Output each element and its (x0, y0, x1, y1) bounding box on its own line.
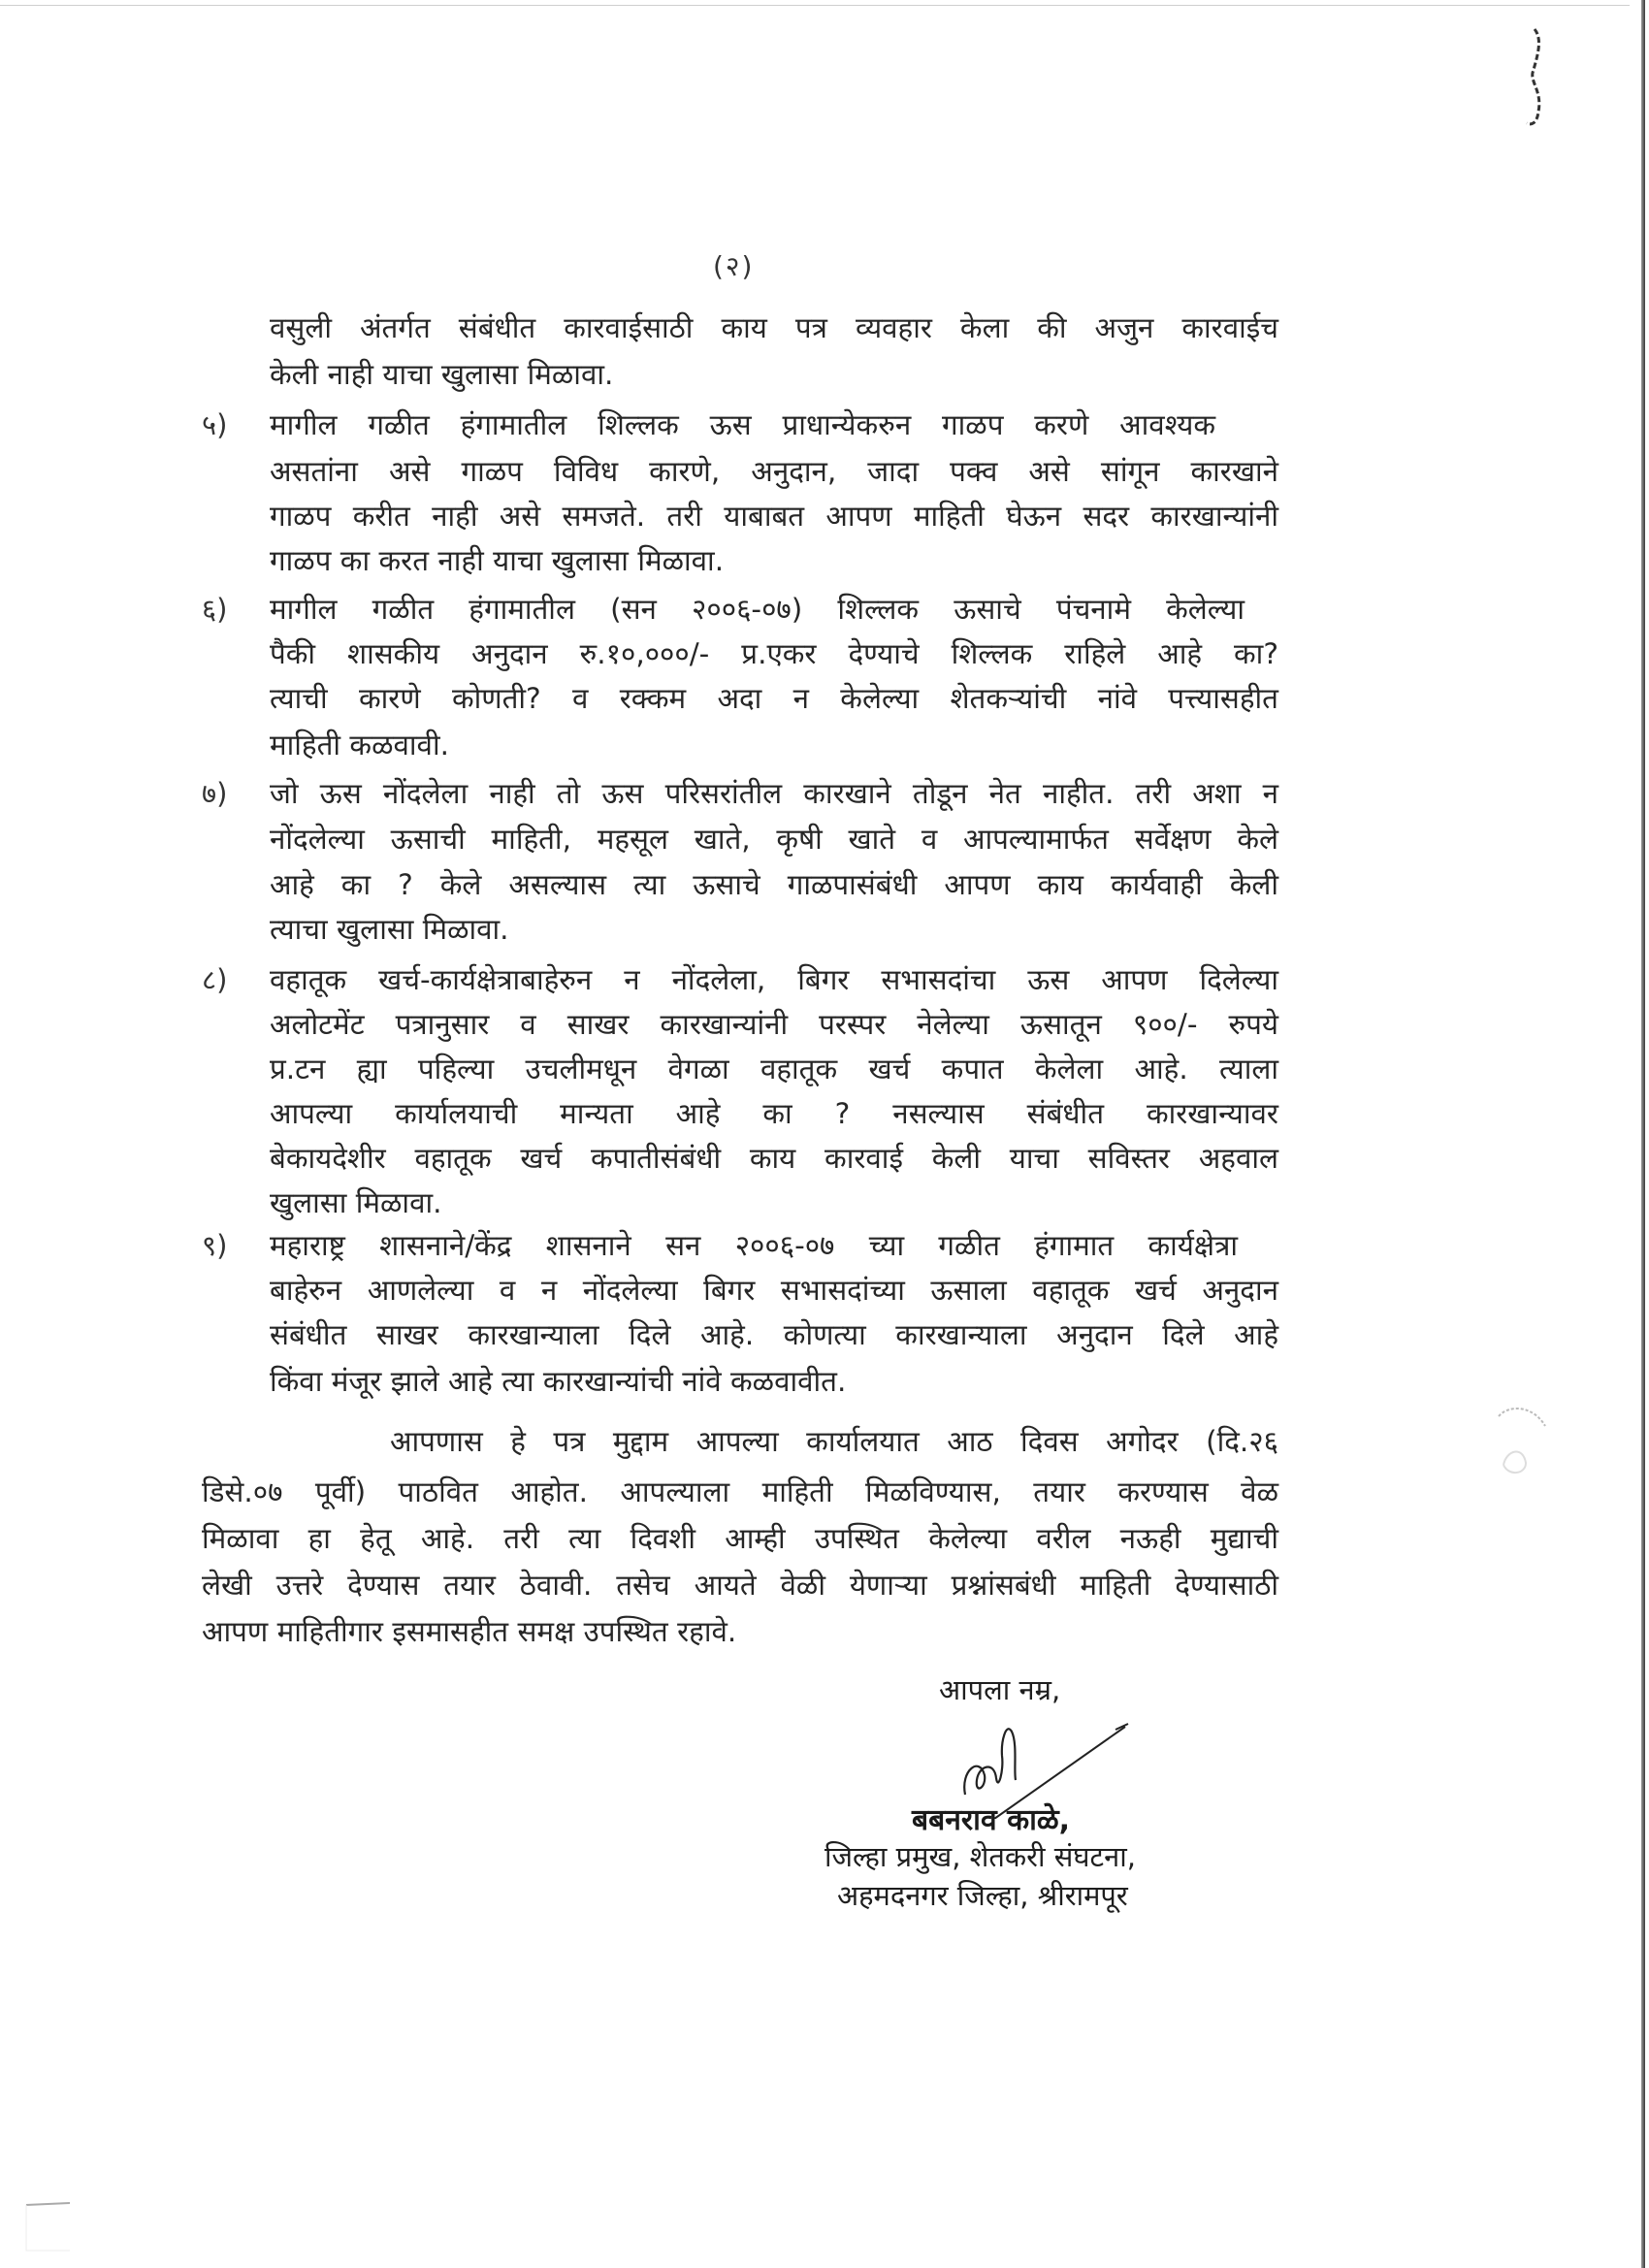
point-number: ७) (202, 777, 228, 810)
text-line: माहिती कळवावी. (270, 729, 449, 761)
signatory-name: बबनराव काळे, (912, 1803, 1071, 1837)
text-line: बेकायदेशीर वहातूक खर्च कपातीसंबंधी काय कारवाई केली याचा सविस्तर अहवाल (270, 1142, 1278, 1175)
closing-salutation: आपला नम्र, (939, 1673, 1061, 1706)
text-line: मागील गळीत हंगामातील (सन २००६-०७) शिल्लक ऊसाचे पंचनामे केलेल्या (270, 593, 1245, 626)
text-line: गाळप करीत नाही असे समजते. तरी याबाबत आपण माहिती घेऊन सदर कारखान्यांनी (270, 500, 1278, 533)
point-number: ६) (202, 593, 228, 626)
point-number: ५) (202, 408, 228, 441)
text-line: मिळावा हा हेतू आहे. तरी त्या दिवशी आम्ही उपस्थित केलेल्या वरील नऊही मुद्याची (202, 1522, 1278, 1555)
signatory-title: जिल्हा प्रमुख, शेतकरी संघटना, (824, 1840, 1136, 1873)
margin-scan-mark (21, 2197, 80, 2255)
text-line: डिसे.०७ पूर्वी) पाठवित आहोत. आपल्याला माहिती मिळविण्यास, तयार करण्यास वेळ (202, 1475, 1278, 1508)
text-line: आहे का ? केले असल्यास त्या ऊसाचे गाळपासंबंधी आपण काय कार्यवाही केली (270, 868, 1278, 901)
scanner-edge-shadow (1641, 0, 1645, 2268)
point-number: ८) (202, 963, 228, 996)
text-line: संबंधीत साखर कारखान्याला दिले आहे. कोणत्या कारखान्याला अनुदान दिले आहे (270, 1318, 1278, 1351)
text-line: असतांना असे गाळप विविध कारणे, अनुदान, जादा पक्व असे सांगून कारखाने (270, 455, 1278, 488)
text-line: प्र.टन ह्या पहिल्या उचलीमधून वेगळा वहातूक खर्च कपात केलेला आहे. त्याला (270, 1053, 1278, 1085)
text-line: त्याचा खुलासा मिळावा. (270, 913, 509, 946)
text-line: पैकी शासकीय अनुदान रु.१०,०००/- प्र.एकर देण्याचे शिल्लक राहिले आहे का? (270, 637, 1278, 670)
text-line: लेखी उत्तरे देण्यास तयार ठेवावी. तसेच आयते वेळी येणाऱ्या प्रश्नांसबंधी माहिती देण्यासाठी (202, 1569, 1278, 1602)
text-line: मागील गळीत हंगामातील शिल्लक ऊस प्राधान्येकरुन गाळप करणे आवश्यक (270, 408, 1215, 441)
text-line: आपल्या कार्यालयाची मान्यता आहे का ? नसल्यास संबंधीत कारखान्यावर (270, 1097, 1278, 1130)
text-line: वसुली अंतर्गत संबंधीत कारवाईसाठी काय पत्र व्यवहार केला की अजुन कारवाईच (270, 311, 1278, 344)
point-number: ९) (202, 1229, 228, 1262)
text-line: किंवा मंजूर झाले आहे त्या कारखान्यांची नांवे कळवावीत. (270, 1365, 847, 1398)
text-line: नोंदलेल्या ऊसाची माहिती, महसूल खाते, कृषी खाते व आपल्यामार्फत सर्वेक्षण केले (270, 823, 1278, 856)
text-line: केली नाही याचा खुलासा मिळावा. (270, 358, 614, 391)
page-number: (२) (713, 250, 755, 282)
text-line: खुलासा मिळावा. (270, 1186, 442, 1219)
text-line: आपणास हे पत्र मुद्दाम आपल्या कार्यालयात आठ दिवस अगोदर (दि.२६ (390, 1425, 1278, 1458)
margin-scan-mark (1489, 1397, 1557, 1484)
signatory-location: अहमदनगर जिल्हा, श्रीरामपूर (837, 1879, 1128, 1912)
text-line: महाराष्ट्र शासनाने/केंद्र शासनाने सन २००६-०७ च्या गळीत हंगामात कार्यक्षेत्रा (270, 1229, 1238, 1262)
page-top-edge (0, 5, 1630, 6)
text-line: बाहेरुन आणलेल्या व न नोंदलेल्या बिगर सभासदांच्या ऊसाला वहातूक खर्च अनुदान (270, 1274, 1278, 1307)
text-line: त्याची कारणे कोणती? व रक्कम अदा न केलेल्या शेतकऱ्यांची नांवे पत्त्यासहीत (270, 682, 1278, 715)
text-line: वहातूक खर्च-कार्यक्षेत्राबाहेरुन न नोंदलेला, बिगर सभासदांचा ऊस आपण दिलेल्या (270, 963, 1278, 996)
margin-scan-mark (1513, 24, 1571, 131)
text-line: आपण माहितीगार इसमासहीत समक्ष उपस्थित रहावे. (202, 1615, 737, 1648)
text-line: गाळप का करत नाही याचा खुलासा मिळावा. (270, 544, 725, 577)
text-line: जो ऊस नोंदलेला नाही तो ऊस परिसरांतील कारखाने तोडून नेत नाहीत. तरी अशा न (270, 777, 1278, 810)
text-line: अलोटमेंट पत्रानुसार व साखर कारखान्यांनी परस्पर नेलेल्या ऊसातून ९००/- रुपये (270, 1008, 1278, 1041)
